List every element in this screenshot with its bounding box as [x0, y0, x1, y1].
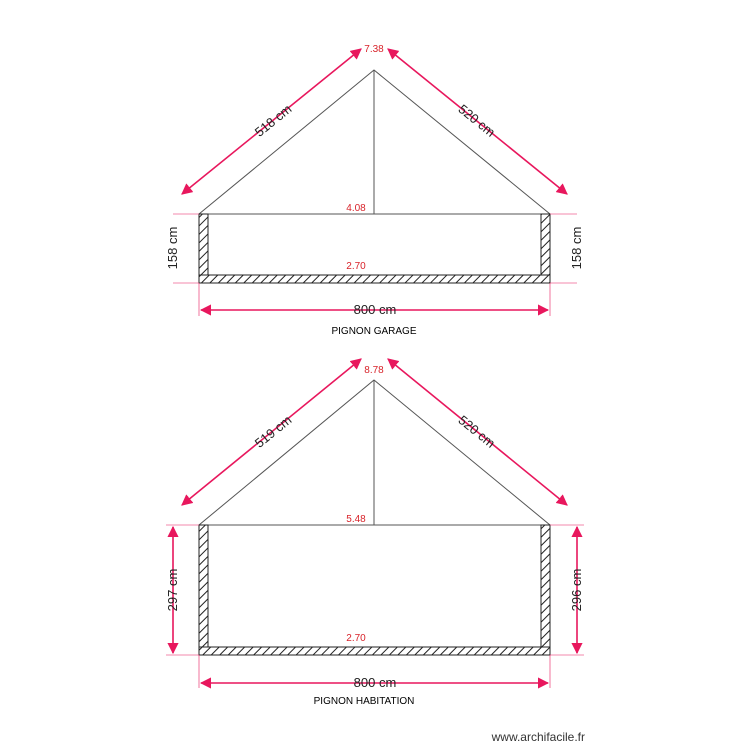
witness-lines: [173, 214, 577, 316]
label-roof-right: 520 cm: [455, 412, 499, 451]
caption-habitation: PIGNON HABITATION: [313, 696, 415, 707]
gable-garage: [165, 44, 584, 337]
area-wall: 2.70: [346, 633, 366, 644]
credit-watermark: www.archifacile.fr: [491, 730, 585, 744]
right-wall: [541, 525, 550, 655]
area-triangle-top: 7.38: [364, 44, 384, 55]
area-triangle: 5.48: [346, 514, 366, 525]
label-roof-right: 520 cm: [455, 101, 499, 140]
label-width: 800 cm: [353, 675, 397, 690]
area-triangle-top: 8.78: [364, 365, 384, 376]
label-roof-left: 519 cm: [251, 412, 295, 451]
gable-habitation: [165, 359, 584, 707]
right-wall: [541, 214, 550, 283]
area-triangle: 4.08: [346, 203, 366, 214]
left-wall: [199, 525, 208, 655]
label-wall-left: 297 cm: [165, 568, 180, 612]
floor-slab: [199, 647, 550, 655]
area-wall: 2.70: [346, 261, 366, 272]
label-wall-right: 296 cm: [569, 568, 584, 612]
left-wall: [199, 214, 208, 283]
label-roof-left: 518 cm: [251, 101, 295, 140]
label-wall-left: 158 cm: [165, 226, 180, 270]
label-wall-right: 158 cm: [569, 226, 584, 270]
witness-lines: [166, 525, 584, 688]
floor-slab: [199, 275, 550, 283]
label-width: 800 cm: [353, 302, 397, 317]
caption-garage: PIGNON GARAGE: [331, 326, 417, 337]
